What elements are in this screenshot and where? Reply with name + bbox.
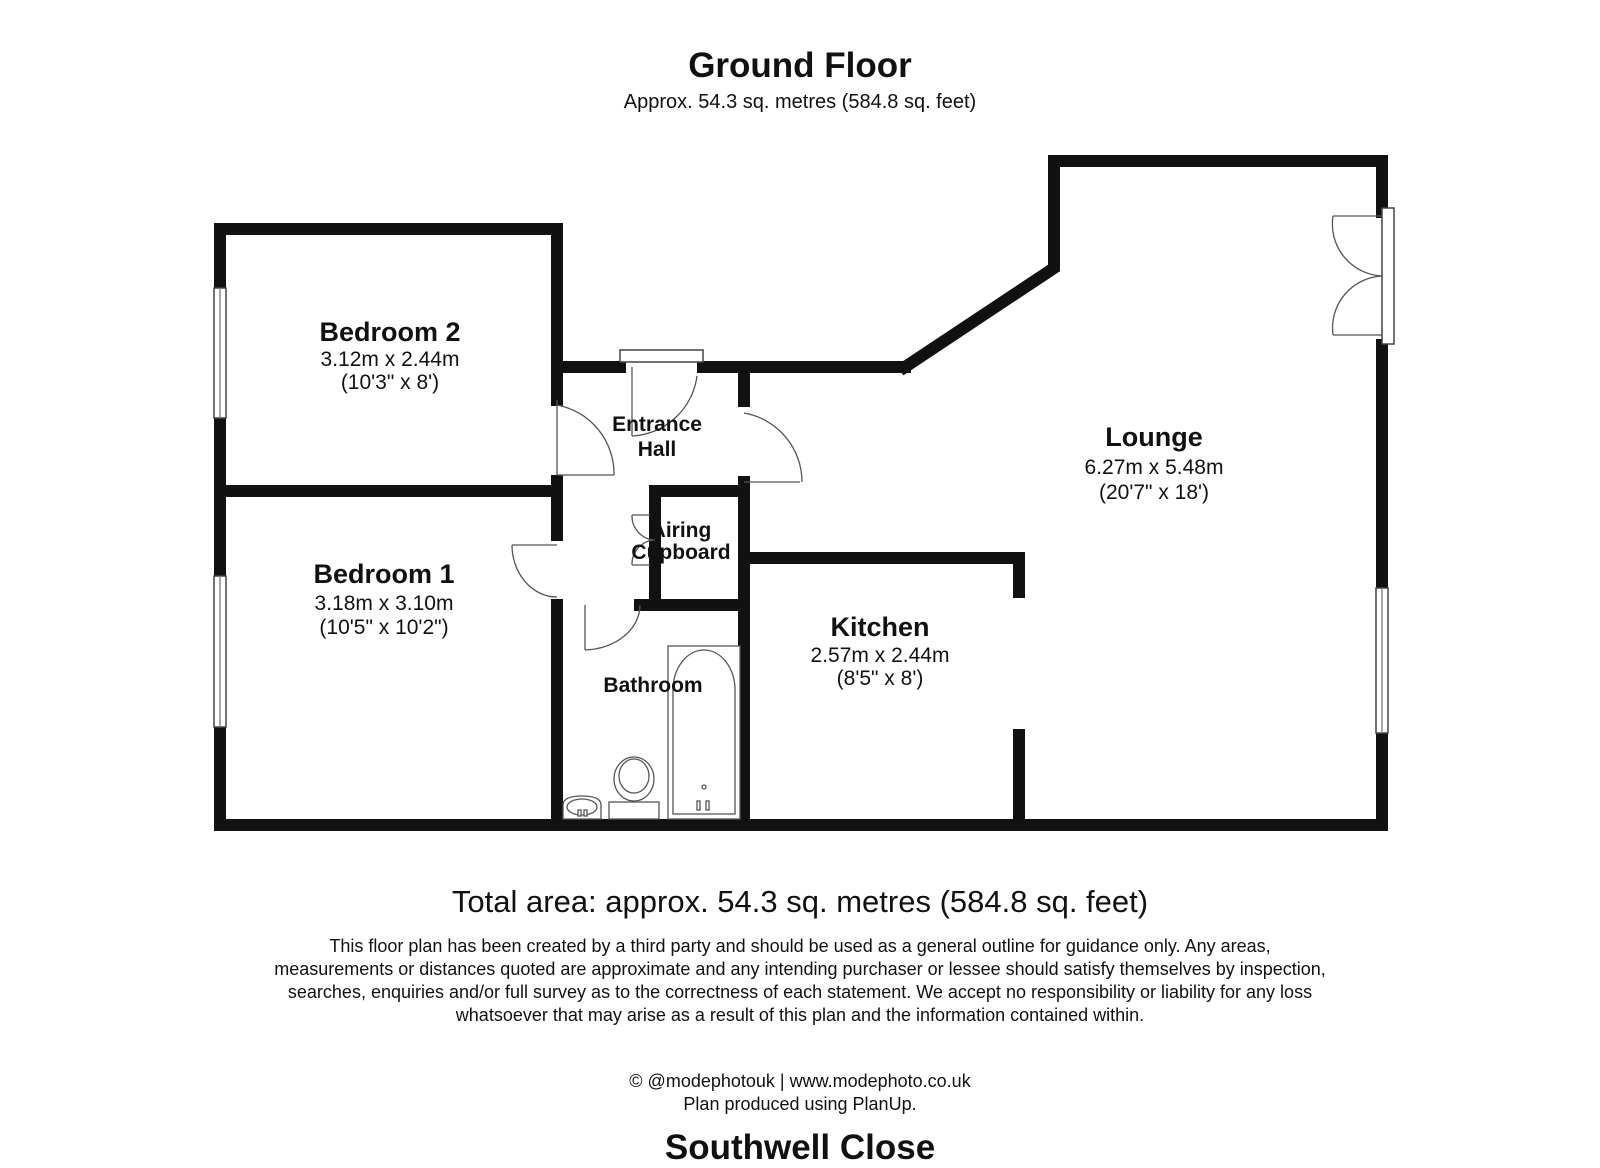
property-address: Southwell Close — [664, 1128, 936, 1167]
french-door-arc-top — [1332, 216, 1382, 276]
disclaimer-text: This floor plan has been created by a third party and should be used as a general outline for guidance only. Any areas, measurements or distances quoted are approximate and any intending purchaser or lessee should satisfy themselves by inspection, searches, enquiries and/or full survey as to the correctness of each statement. We accept no responsibility or liability for any loss whatsoever that may arise as a result of this plan and the information contained within. — [274, 936, 1326, 1025]
room-name-bathroom: Bathroom — [603, 674, 703, 697]
total-area: Total area: approx. 54.3 sq. metres (584.8 sq. feet) — [451, 884, 1149, 919]
credit-line-1: © @modephotouk | www.modephoto.co.uk — [629, 1071, 971, 1091]
room-dim-lounge-metric: 6.27m x 5.48m — [1084, 456, 1224, 479]
credit-line-2: Plan produced using PlanUp. — [683, 1094, 917, 1114]
outer-wall-bottom-right — [220, 727, 1382, 825]
room-name-kitchen: Kitchen — [830, 612, 930, 642]
front-door-frame — [620, 350, 703, 362]
room-name-lounge: Lounge — [1105, 422, 1203, 452]
room-dim-bedroom2-metric: 3.12m x 2.44m — [320, 348, 460, 371]
room-name-bedroom1: Bedroom 1 — [313, 559, 455, 589]
bathroom-door-arc — [585, 605, 640, 650]
room-name-entrance-hall-2: Hall — [637, 438, 677, 461]
room-name-airing-1: Airing — [650, 519, 712, 542]
room-dim-bedroom1-metric: 3.18m x 3.10m — [314, 592, 454, 615]
room-dim-kitchen-imperial: (8'5" x 8') — [836, 667, 924, 690]
lounge-outer-wall — [905, 161, 1382, 367]
window-french-door-lounge — [1382, 208, 1394, 344]
credit — [0, 1070, 1600, 1116]
french-door-arc-bottom — [1333, 276, 1382, 335]
room-dim-lounge-imperial: (20'7" x 18') — [1098, 481, 1210, 504]
kitchen-top-wall — [744, 558, 1019, 592]
room-name-bedroom2: Bedroom 2 — [319, 317, 461, 347]
bedroom1-door-arc — [512, 545, 557, 597]
toilet-cistern-icon — [609, 802, 659, 819]
lounge-door-arc — [744, 413, 802, 482]
room-dim-kitchen-metric: 2.57m x 2.44m — [810, 644, 950, 667]
floor-title: Ground Floor — [688, 46, 912, 85]
room-name-entrance-hall-1: Entrance — [612, 413, 702, 436]
room-dim-bedroom1-imperial: (10'5" x 10'2") — [319, 616, 449, 639]
floor-area: Approx. 54.3 sq. metres (584.8 sq. feet) — [623, 91, 977, 113]
room-name-airing-2: Cupboard — [631, 541, 731, 564]
room-dim-bedroom2-imperial: (10'3" x 8') — [340, 371, 440, 394]
room-labels — [313, 317, 1223, 697]
bedroom2-door-arc — [557, 405, 614, 475]
bathroom-fixtures — [563, 646, 740, 819]
